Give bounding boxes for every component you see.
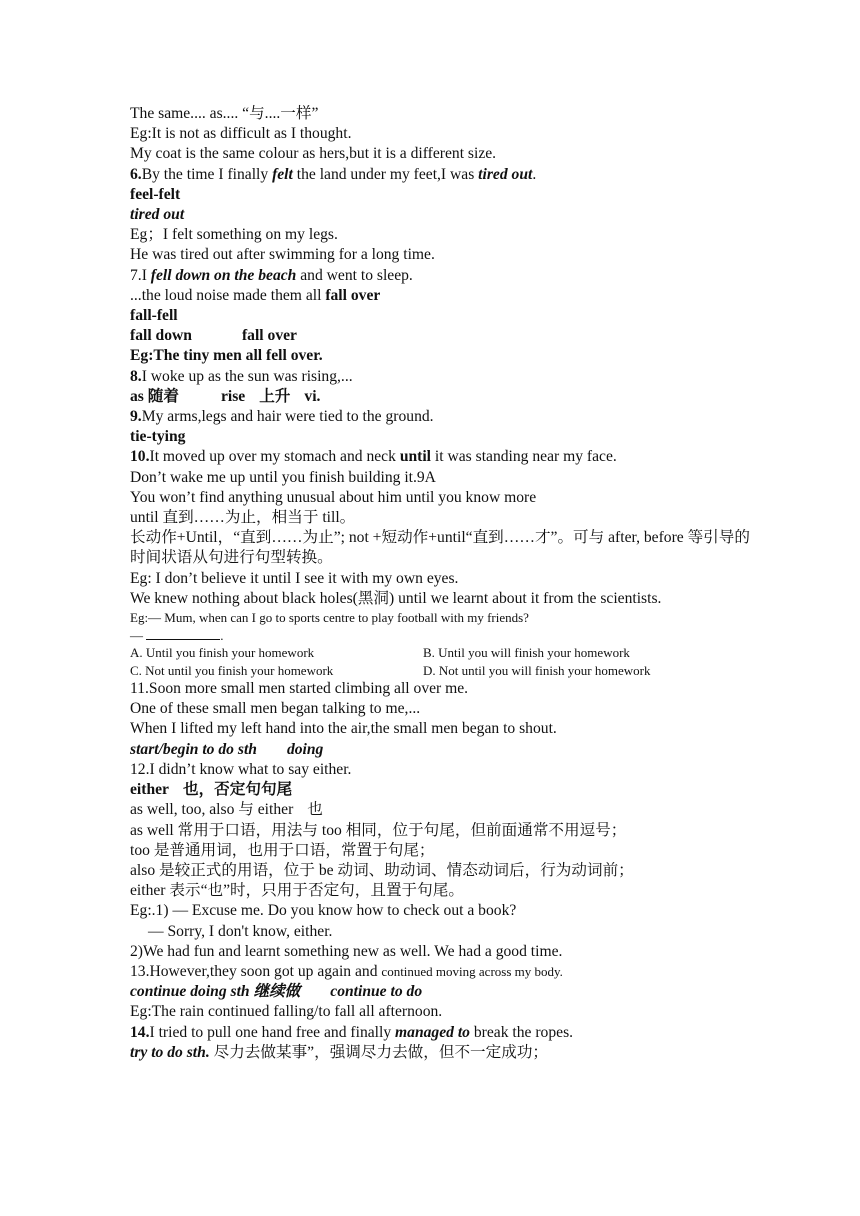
text-line: The same.... as.... “与....一样” <box>130 105 319 122</box>
text-line: either 表示“也”时，只用于否定句，且置于句尾。 <box>130 882 464 900</box>
text-line: also 是较正式的用语，位于 be 动词、助动词、情态动词后，行为动词前； <box>130 861 634 879</box>
heading-line: start/begin to do sth doing <box>130 740 324 758</box>
text-line: Eg；I felt something on my legs. <box>130 226 338 244</box>
point-number: 6. <box>130 165 142 183</box>
text-line: When I lifted my left hand into the air,the small men began to shout. <box>130 720 557 738</box>
heading-line: tired out <box>130 206 185 224</box>
text-line: Don’t wake me up until you finish building it.9A <box>130 468 436 486</box>
exercise-options <box>130 644 750 679</box>
exercise-answer-blank: — . <box>130 627 224 643</box>
text-line: Eg:It is not as difficult as I thought. <box>130 125 352 143</box>
text-line: too 是普通用词，也用于口语，常置于句尾； <box>130 841 435 859</box>
text-line: My coat is the same colour as hers,but it is a different size. <box>130 145 497 163</box>
point-10: 10.It moved up over my stomach and neck until it was standing near my face. <box>130 448 617 466</box>
exercise-question: Eg:— Mum, when can I go to sports centre to play football with my friends? <box>130 610 529 626</box>
text-line: Eg:The rain continued falling/to fall all afternoon. <box>130 1003 443 1021</box>
point-8: 8.I woke up as the sun was rising,... <box>130 367 353 385</box>
heading-line: tie-tying <box>130 428 186 446</box>
text-line: Eg: I don’t believe it until I see it with my own eyes. <box>130 569 459 587</box>
text-paragraph: 长动作+Until，“直到……为止”; not +短动作+until“直到……才”。可与 after, before 等引导的时间状语从句进行句型转换。 <box>130 529 750 567</box>
heading-line: fall-fell <box>130 307 178 325</box>
heading-line: continue doing sth 继续做 continue to do <box>130 983 423 1001</box>
text-line: 11.Soon more small men started climbing all over me. <box>130 680 469 698</box>
notes-body <box>130 104 750 1063</box>
text-line: 12.I didn’t know what to say either. <box>130 760 352 778</box>
point-7: 7.I fell down on the beach and went to sleep. <box>130 266 413 284</box>
text-line: One of these small men began talking to me,... <box>130 700 421 718</box>
point-9: 9.My arms,legs and hair were tied to the ground. <box>130 408 434 426</box>
text-line: Eg:.1) — Excuse me. Do you know how to check out a book? <box>130 902 517 920</box>
heading-line: feel-felt <box>130 185 181 203</box>
point-13: 13.However,they soon got up again and continued moving across my body. <box>130 962 563 980</box>
text-line: 2)We had fun and learnt something new as well. We had a good time. <box>130 942 563 960</box>
point-6: 6.By the time I finally felt the land under my feet,I was tired out. <box>130 165 537 183</box>
text-line: try to do sth. 尽力去做某事”，强调尽力去做，但不一定成功； <box>130 1043 549 1061</box>
heading-line: either 也，否定句句尾 <box>130 781 293 799</box>
text-line: You won’t find anything unusual about him until you know more <box>130 488 537 506</box>
text-line: until 直到……为止，相当于 till。 <box>130 509 356 527</box>
text-line: as well 常用于口语，用法与 too 相同，位于句尾，但前面通常不用逗号； <box>130 821 627 839</box>
option-b: B. Until you will finish your homework <box>423 645 630 661</box>
option-d: D. Not until you will finish your homework <box>423 662 651 678</box>
option-a: A. Until you finish your homework <box>130 645 315 661</box>
point-14: 14.I tried to pull one hand free and finally managed to break the ropes. <box>130 1023 574 1041</box>
heading-line: as 随着 rise 上升 vi. <box>130 387 321 405</box>
text-line: He was tired out after swimming for a long time. <box>130 246 435 264</box>
heading-line: Eg:The tiny men all fell over. <box>130 347 323 365</box>
text-line: ...the loud noise made them all fall over <box>130 286 381 304</box>
text-line: as well, too, also 与 either 也 <box>130 801 323 819</box>
option-c: C. Not until you finish your homework <box>130 662 334 678</box>
text-line: — Sorry, I don't know, either. <box>148 922 333 940</box>
heading-line: fall down fall over <box>130 327 297 345</box>
text-line: We knew nothing about black holes(黑洞) until we learnt about it from the scientists. <box>130 589 662 607</box>
